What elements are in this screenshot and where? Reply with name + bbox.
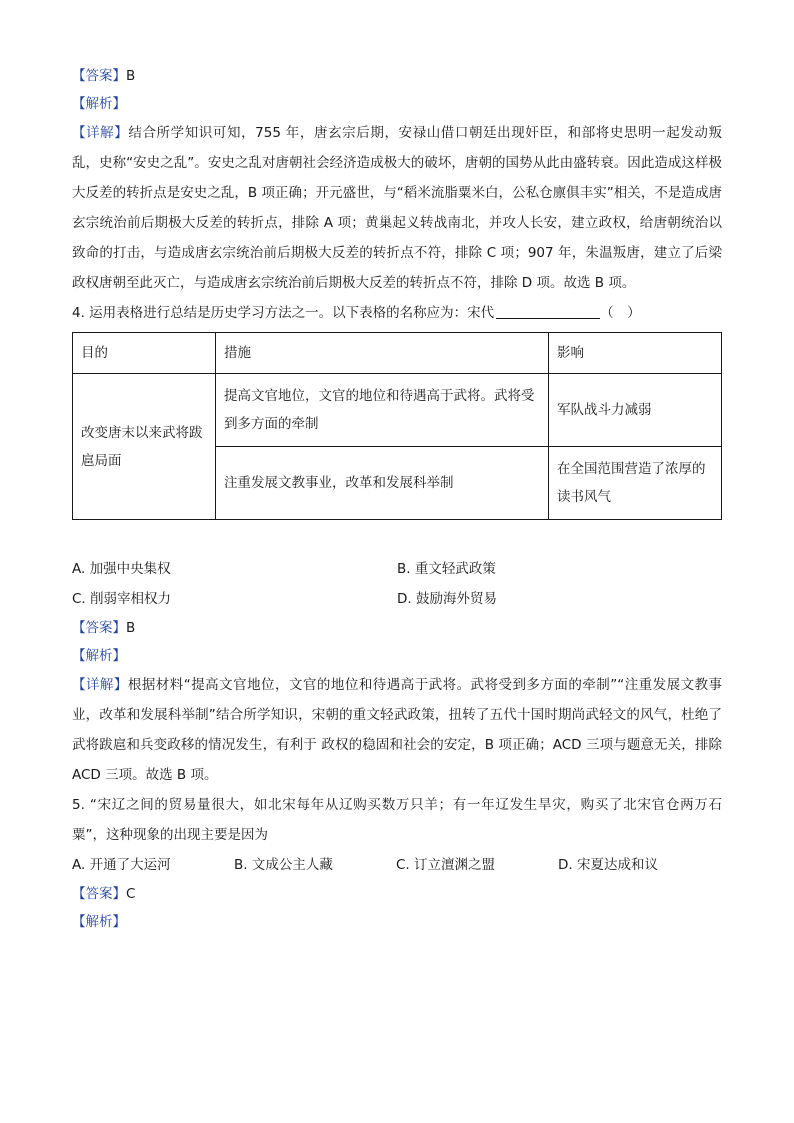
detail-paragraph xyxy=(72,118,722,298)
purpose-cell: 改变唐末以来武将跋扈局面 xyxy=(73,374,216,520)
question-text: 4. 运用表格进行总结是历史学习方法之一。以下表格的名称应为：宋代 xyxy=(72,305,495,321)
table-header: 措施 xyxy=(216,333,549,374)
measure-cell: 注重发展文教事业，改革和发展科举制 xyxy=(216,447,549,520)
analysis-tag: 【解析】 xyxy=(72,96,126,112)
option-a[interactable]: A. 加强中央集权 xyxy=(72,561,171,577)
answer-tag: 【答案】 xyxy=(72,886,126,902)
fill-blank[interactable] xyxy=(496,304,600,319)
option-a[interactable]: A. 开通了大运河 xyxy=(72,857,171,873)
answer-tag: 【答案】 xyxy=(72,68,126,84)
answer-value: C xyxy=(126,886,136,902)
option-b[interactable]: B. 文成公主人藏 xyxy=(234,857,333,873)
detail-paragraph xyxy=(72,670,722,790)
question-5-stem: 5. “宋辽之间的贸易量很大，如北宋每年从辽购买数万只羊；有一年辽发生旱灾，购买了北宋官仓两万石粟”，这种现象的出现主要是因为 xyxy=(72,797,722,843)
question-5-options xyxy=(72,850,722,880)
table-row xyxy=(73,374,722,447)
answer-tag: 【答案】 xyxy=(72,620,126,636)
table-header: 目的 xyxy=(73,333,216,374)
answer-value: B xyxy=(126,68,136,84)
analysis-heading xyxy=(72,908,722,936)
answer-line xyxy=(72,614,722,642)
option-c[interactable]: C. 削弱宰相权力 xyxy=(72,591,172,607)
answer-value: B xyxy=(126,620,136,636)
answer-line xyxy=(72,62,722,90)
option-d[interactable]: D. 宋夏达成和议 xyxy=(558,857,658,873)
table-header-row xyxy=(73,333,722,374)
document-page xyxy=(72,62,722,936)
effect-cell: 在全国范围营造了浓厚的读书风气 xyxy=(549,447,722,520)
analysis-tag: 【解析】 xyxy=(72,648,126,664)
answer-paren: （ ） xyxy=(600,305,641,321)
effect-cell: 军队战斗力减弱 xyxy=(549,374,722,447)
detail-text: 结合所学知识可知，755 年，唐玄宗后期，安禄山借口朝廷出现奸臣，和部将史思明一起发动叛乱，史称“安史之乱”。安史之乱对唐朝社会经济造成极大的破坏，唐朝的国势从此由盛转衰。因此造成这样极大反差的转折点是安史之乱，B 项正确；开元盛世，与“稻米流脂粟米白，公私仓廪俱丰实”相关，不是造成唐玄宗统治前后期极大反差的转折点，排除 A 项；黄巢起义转战南北，并攻人长安，建立政权，给唐朝统治以致命的打击，与造成唐玄宗统治前后期极大反差的转折点不符，排除 C 项；907 年，朱温叛唐，建立了后梁政权唐朝至此灭亡，与造成唐玄宗统治前后期极大反差的转折点不符，排除 D 项。故选 B 项。 xyxy=(72,125,722,291)
answer-line xyxy=(72,880,722,908)
option-d[interactable]: D. 鼓励海外贸易 xyxy=(397,591,497,607)
analysis-heading xyxy=(72,90,722,118)
analysis-heading xyxy=(72,642,722,670)
question-4-stem xyxy=(72,298,722,328)
question-4-options xyxy=(72,554,722,614)
analysis-tag: 【解析】 xyxy=(72,914,126,930)
summary-table xyxy=(72,332,722,520)
option-b[interactable]: B. 重文轻武政策 xyxy=(397,561,496,577)
detail-tag: 【详解】 xyxy=(72,125,129,141)
detail-tag: 【详解】 xyxy=(72,677,128,693)
detail-text: 根据材料“提高文官地位，文官的地位和待遇高于武将。武将受到多方面的牵制”“注重发展文教事业，改革和发展科举制”结合所学知识，宋朝的重文轻武政策，扭转了五代十国时期尚武轻文的风气，杜绝了武将跋扈和兵变政移的情况发生，有利于 政权的稳固和社会的安定，B 项正确；ACD 三项与题意无关，排除 ACD 三项。故选 B 项。 xyxy=(72,677,723,783)
measure-cell: 提高文官地位，文官的地位和待遇高于武将。武将受到多方面的牵制 xyxy=(216,374,549,447)
option-c[interactable]: C. 订立澶渊之盟 xyxy=(396,857,496,873)
table-header: 影响 xyxy=(549,333,722,374)
